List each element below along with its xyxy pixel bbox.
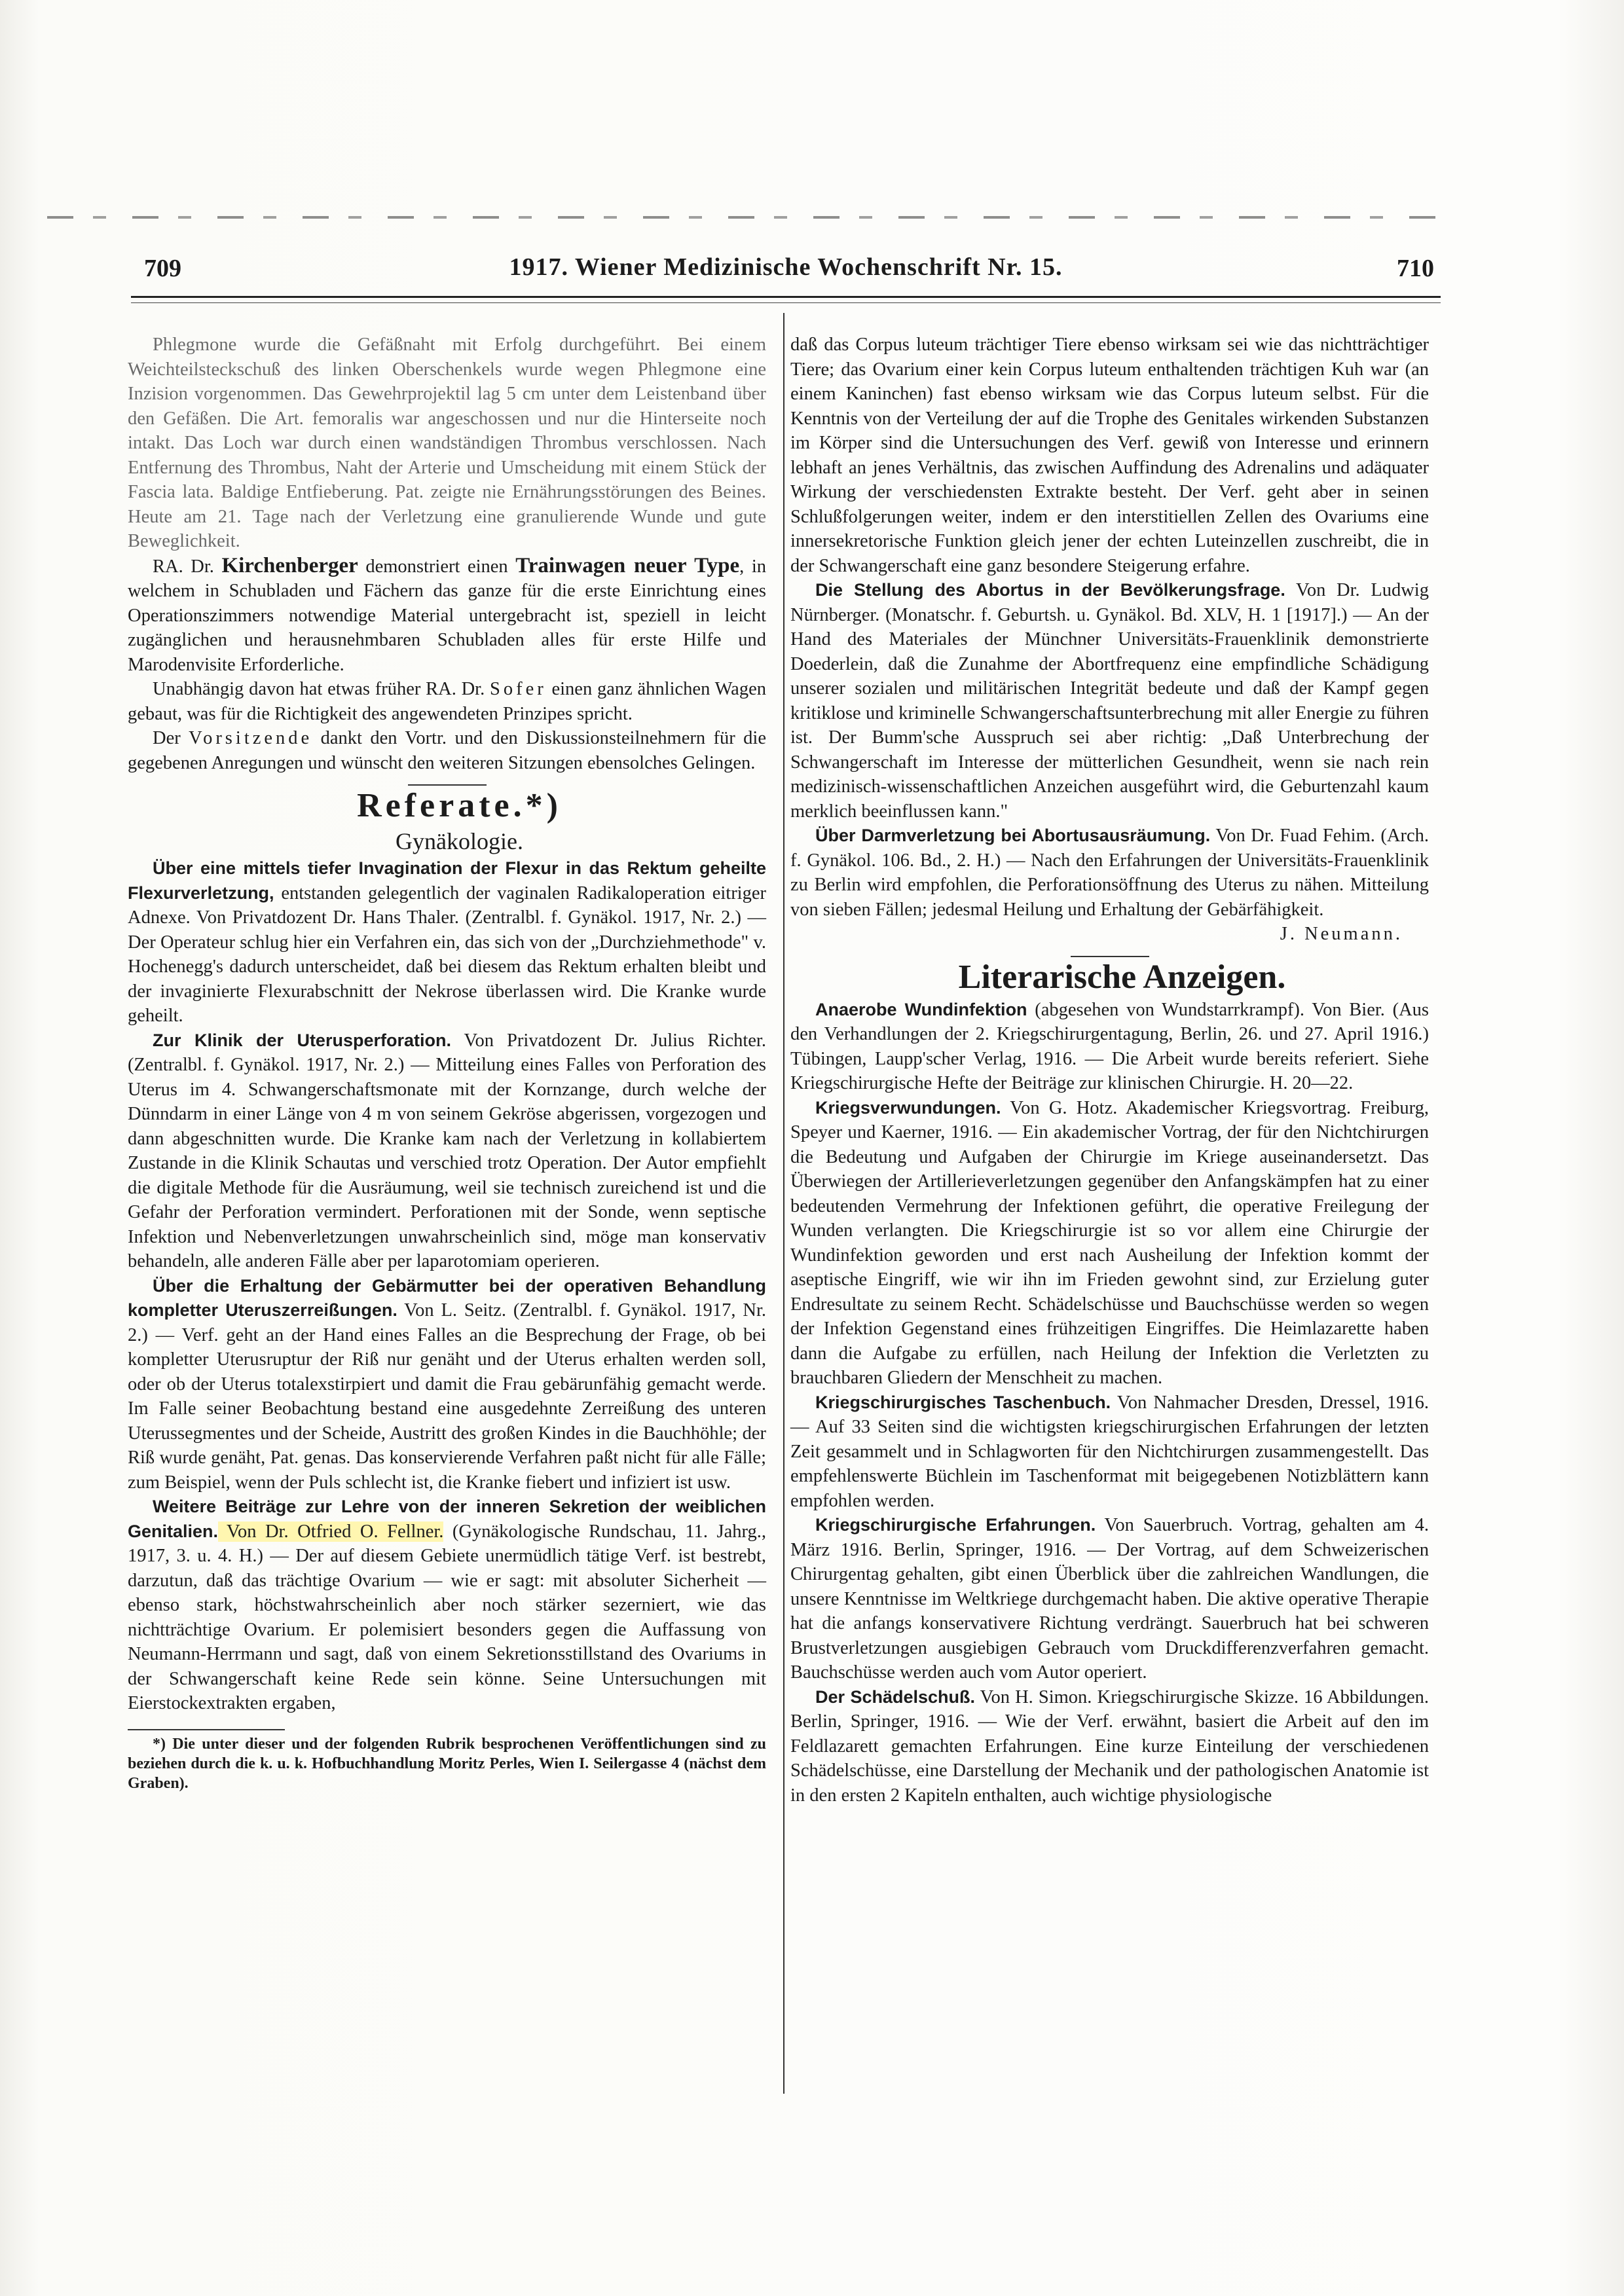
notice-entry (790, 1685, 1429, 1808)
text: dankt den Vortr. und den Diskussionsteilnehmern für die gegebenen Anregungen und wünscht den weiteren Sitzungen ebensolches Gelingen. (128, 728, 766, 773)
review-entry (128, 856, 766, 1029)
notice-entry (790, 1513, 1429, 1685)
notice-body: Von G. Hotz. Akademischer Kriegsvortrag. Freiburg, Speyer und Kaerner, 1916. — Ein akademischer Vortrag, der für den Nichtchirurgen die Bedeutung und Aufgaben der Chirurgie im Kriege auseinandersetzt. Das Überwiegen der Artillerieverletzungen gegenüber den Anfangskämpfen hat zu einer bedeutenden Vermehrung der Infektionen geführt, die operative Freilegung der Wunden verlangten. Die Kriegschirurgie ist so vor allem eine Chirurgie der Wundinfektion geworden und erst nach Ausheilung der Infektion kommt der aseptische Eingriff, wie wir ihn im Frieden gewohnt sind, zur Erzielung guter Endresultate zu seinem Recht. Schädelschüsse und Bauchschüsse werden so wegen der Infektion Gegenstand eines frühzeitigen Eingriffes. Die Heimlazarette haben dann die Aufgabe zu erfüllen, nach Heilung der Infektion die Verletzten zu brauchbaren Gliedern der Menschheit zu machen. (790, 1097, 1429, 1388)
notice-entry (790, 998, 1429, 1096)
page-number-left: 709 (144, 255, 181, 282)
page-header (131, 249, 1441, 288)
notice-entry (790, 1096, 1429, 1391)
notice-heading: Der Schädelschuß. (815, 1686, 976, 1707)
header-rule-thin (131, 302, 1441, 303)
emphasis: Vorsitzende (189, 728, 313, 748)
review-body: Von Dr. Fuad Fehim. (Arch. f. Gynäkol. 106. Bd., 2. H.) — Nach den Erfahrungen der Universitäts-Frauenklinik zu Berlin wird empfohlen, die Perforationsöffnung des Uterus zu nähen. Mitteilung von sieben Fällen; jedesmal Heilung und Erhaltung der Gebärfähigkeit. (790, 826, 1429, 920)
author-name: Sofer (489, 679, 547, 699)
notice-body: Von Nahmacher Dresden, Dressel, 1916. — Auf 33 Seiten sind die wichtigsten kriegschirurgischen Erfahrungen der letzten Zeit gesammelt und in Schlagworten für den Nichtchirurgen zusammengestellt. Das empfehlenswerte Büchlein im Taschenformat mit beigegebenen Notizblättern kann empfohlen werden. (790, 1392, 1429, 1511)
review-body: (Gynäkologische Rundschau, 11. Jahrg., 1917, 3. u. 4. H.) — Der auf diesem Gebiete unermüdlich tätige Verf. ist bestrebt, darzutun, daß das trächtige Ovarium — wie er sagt: mit absoluter Sicherheit — ebenso stark, höchstwahrscheinlich aber noch stärker sezerniert, wie das nichtträchtige Ovarium. Er polemisiert besonders gegen die Auffassung von Neumann-Herrmann und sagt, daß von einem Sekretionsstillstand des Ovariums in der Schwangerschaft keine Rede sein könne. Seine Untersuchungen mit Eierstockextrakten ergaben, (128, 1521, 766, 1713)
section-title: Referate.*) (357, 787, 562, 824)
review-entry (128, 1274, 766, 1495)
notice-body: Von Sauerbruch. Vortrag, gehalten am 4. März 1916. Berlin, Springer, 1916. — Der Vortrag, auf dem Schweizerischen Chirurgentag gehalten, gibt einen Überblick über die zahlreichen Wandlungen, die unsere Kenntnisse im Weltkriege durchgemacht haben. Die aktive operative Therapie hat die anfangs konservativere Richtung verdrängt. Sauerbruch hat bei schweren Brustverletzungen ausgiebigen Gebrauch vom Druckdifferenzverfahren gemacht. Bauchschüsse werden auch vom Autor operiert. (790, 1515, 1429, 1683)
review-body: entstanden gelegentlich der vaginalen Radikaloperation eitriger Adnexe. Von Privatdozent Dr. Hans Thaler. (Zentralbl. f. Gynäkol. 1917, Nr. 2.) — Der Operateur schlug hier ein Verfahren ein, das sich von der „Durchziehmethode" v. Hochenegg's dadurch unterscheidet, daß bei diesem das Rektum erhalten bleibt und der invaginierte Flexurabschnitt der Nekrose überlassen wird. Die Kranke wurde geheilt. (128, 883, 766, 1026)
scan-crop-line (47, 216, 1455, 219)
paragraph: Phlegmone wurde die Gefäßnaht mit Erfolg durchgeführt. Bei einem Weichteilsteckschuß des linken Oberschenkels wurde wegen Phlegmone eine Inzision vorgenommen. Das Gewehrprojektil lag 5 cm unter dem Leistenband über den Gefäßen. Die Art. femoralis war angeschossen und nur die Hinterseite noch intakt. Das Loch war durch einen wandständigen Thrombus verschlossen. Nach Entfernung des Thrombus, Naht der Arterie und Umscheidung mit einem Stück der Fascia lata. Baldige Entfieberung. Pat. zeigte nie Ernährungsstörungen des Beines. Heute am 21. Tage nach der Verletzung eine granulierende Wunde und gute Beweglichkeit. (128, 335, 766, 551)
section-subtitle: Gynäkologie. (396, 828, 523, 854)
review-entry (790, 824, 1429, 922)
signature: J. Neumann. (1280, 924, 1403, 944)
review-body: Von L. Seitz. (Zentralbl. f. Gynäkol. 1917, Nr. 2.) — Verf. geht an der Hand eines Falles an die Besprechung der Frage, ob bei kompletter Uterusruptur der Riß nur genäht und der Uterus erhalten werden soll, oder ob der Uterus totalexstirpiert und damit die Frau gebärunfähig gemacht werde. Im Falle seiner Beobachtung bestand eine ausgedehnte Zerreißung des unteren Uterussegmentes und der Scheide, Austritt des großen Kindes in die Bauchhöhle; der Riß wurde genäht, Pat. genas. Das konservierende Verfahren paßt nicht für alle Fälle; zum Beispiel, wenn der Puls schlecht ist, die Kranke fiebert und infiziert ist usw. (128, 1300, 766, 1493)
left-column (128, 333, 766, 1793)
review-heading: Zur Klinik der Uterusperforation. (153, 1030, 451, 1050)
header-rule (131, 296, 1441, 298)
review-entry (128, 1029, 766, 1274)
review-entry (790, 578, 1429, 824)
review-entry (128, 1495, 766, 1716)
journal-title: 1917. Wiener Medizinische Wochenschrift Nr. 15. (509, 253, 1063, 281)
notice-heading: Anaerobe Wundinfektion (815, 999, 1027, 1019)
footnote: *) Die unter dieser und der folgenden Rubrik besprochenen Veröffentlichungen sind zu beziehen durch die k. u. k. Hofbuchhandlung Moritz Perles, Wien I. Seilergasse 4 (nächst dem Graben). (128, 1735, 766, 1792)
paragraph (128, 726, 766, 775)
notice-heading: Kriegsverwundungen. (815, 1097, 1001, 1118)
footnote-rule (128, 1729, 285, 1730)
text: , in welchem in Schubladen und Fächern das ganze für die erste Einrichtung eines Operationszimmers notwendige Material untergebracht ist, speziell in leicht zugänglichen und herausnehmbaren Schubladen alles für erste Hilfe und Marodenvisite Erforderliche. (128, 556, 767, 675)
review-heading: Über Darmverletzung bei Abortusausräumung. (815, 826, 1211, 845)
notice-entry (790, 1391, 1429, 1514)
highlighted-author: Von Dr. Otfried O. Fellner. (218, 1521, 444, 1542)
review-heading: Über die Erhaltung der Gebärmutter bei der operativen Behandlung kompletter Uteruszerreißungen. (128, 1275, 766, 1320)
notice-heading: Kriegschirurgisches Taschenbuch. (815, 1392, 1111, 1412)
page-number-right: 710 (1397, 255, 1434, 282)
review-heading: Weitere Beiträge zur Lehre von der inneren Sekretion der weiblichen Genitalien. (128, 1497, 766, 1541)
author-name: Kirchenberger (221, 553, 358, 577)
column-divider (783, 313, 784, 2094)
notice-heading: Kriegschirurgische Erfahrungen. (815, 1515, 1096, 1535)
review-heading: Die Stellung des Abortus in der Bevölkerungsfrage. (815, 580, 1285, 600)
paragraph (128, 677, 766, 726)
right-column (790, 333, 1429, 1808)
notice-body: (abgesehen von Wundstarrkrampf). Von Bier. (Aus den Verhandlungen der 2. Kriegschirurgentagung, Berlin, 26. und 27. April 1916.) Tübingen, Laupp'scher Verlag, 1916. — Die Arbeit wurde bereits referiert. Siehe Kriegschirurgische Hefte der Beiträge zur klinischen Chirurgie. H. 20—22. (790, 999, 1429, 1093)
text: einen ganz ähnlichen Wagen gebaut, was für die Richtigkeit des angewendeten Prinzipes spricht. (128, 679, 766, 724)
emphasis: Trainwagen neuer Type (515, 553, 740, 577)
review-heading: Über eine mittels tiefer Invagination der Flexur in das Rektum geheilte Flexurverletzung, (128, 858, 766, 903)
review-body: Von Dr. Ludwig Nürnberger. (Monatschr. f. Geburtsh. u. Gynäkol. Bd. XLV, H. 1 [1917].) — An der Hand des Materiales der Münchner Universitäts-Frauenklinik demonstrierte Doederlein, daß die Zunahme der Abortfrequenz eine empfindliche Schädigung unserer sozialen und militärischen Integrität bedeute und daß der Kampf gegen kritiklose und kriminelle Schwangerschaftsunterbrechung mit aller Energie zu führen ist. Der Bumm'sche Ausspruch sei aber richtig: „Daß Unterbrechung der Schwangerschaft im Interesse der mütterlichen Gesundheit, wenn sie nach rein medizinisch-wissenschaftlichen Anzeichen ausgeführt wird, die Geburtenzahl kaum merklich beeinflussen kann." (790, 580, 1429, 822)
section-title: Literarische Anzeigen. (958, 958, 1286, 996)
review-body: Von Privatdozent Dr. Julius Richter. (Zentralbl. f. Gynäkol. 1917, Nr. 2.) — Mitteilung eines Falles von Perforation des Uterus im 4. Schwangerschaftsmonate mit der Kornzange, durch welche der Dünndarm in einer Länge von 4 m von seinem Gekröse abgerissen, vorgezogen und dann abgeschnitten wurde. Die Kranke kam nach der Verletzung in kollabiertem Zustande in die Klinik Schautas und verschied trotz Operation. Der Autor empfiehlt die digitale Methode für die Ausräumung, weil sie technisch zureichend ist und die Gefahr der Perforation vermindert. Perforationen mit der Sonde, wenn septische Infektion und Nebenverletzungen unwahrscheinlich sind, möge man konservativ behandeln, alle anderen Fälle aber per laparotomiam operieren. (128, 1030, 766, 1271)
paragraph: daß das Corpus luteum trächtiger Tiere ebenso wirksam sei wie das nichtträchtiger Tiere; das Ovarium einer kein Corpus luteum enthaltenden trächtigen Kuh war (an einem Kaninchen) fast ebenso wirksam wie das Corpus luteum selbst. Für die Kenntnis von der Verteilung der auf die Trophe des Genitales wirkenden Substanzen im Körper sind die Untersuchungen des Verf. gewiß von Interesse und erinnern lebhaft an jenes Verhältnis, das zwischen Auffindung des Adrenalins und adäquater Wirkung der verschiedensten Extrakte besteht. Der Verf. geht aber in seinen Schlußfolgerungen weiter, indem er den interstitiellen Zellen des Ovariums eine innersekretorische Funktion gleich jener der echten Luteinzellen zuschreibt, die in der Schwangerschaft eine ganz besondere Steigerung erfahre. (790, 335, 1429, 576)
text: Der (153, 728, 189, 748)
text: demonstriert einen (358, 556, 516, 577)
text: RA. Dr. (153, 556, 222, 577)
text: Unabhängig davon hat etwas früher RA. Dr. (153, 679, 490, 699)
notice-body: Von H. Simon. Kriegschirurgische Skizze. 16 Abbildungen. Berlin, Springer, 1916. — Wie der Verf. erwähnt, basiert die Arbeit auf den im Feldlazarett gemachten Erfahrungen. Eine kurze Einteilung der verschiedenen Schädelschüsse, eine Darstellung der Mechanik und der pathologischen Anatomie ist in den ersten 2 Kapiteln enthalten, auch wichtige physiologische (790, 1686, 1429, 1806)
paragraph (128, 554, 766, 678)
